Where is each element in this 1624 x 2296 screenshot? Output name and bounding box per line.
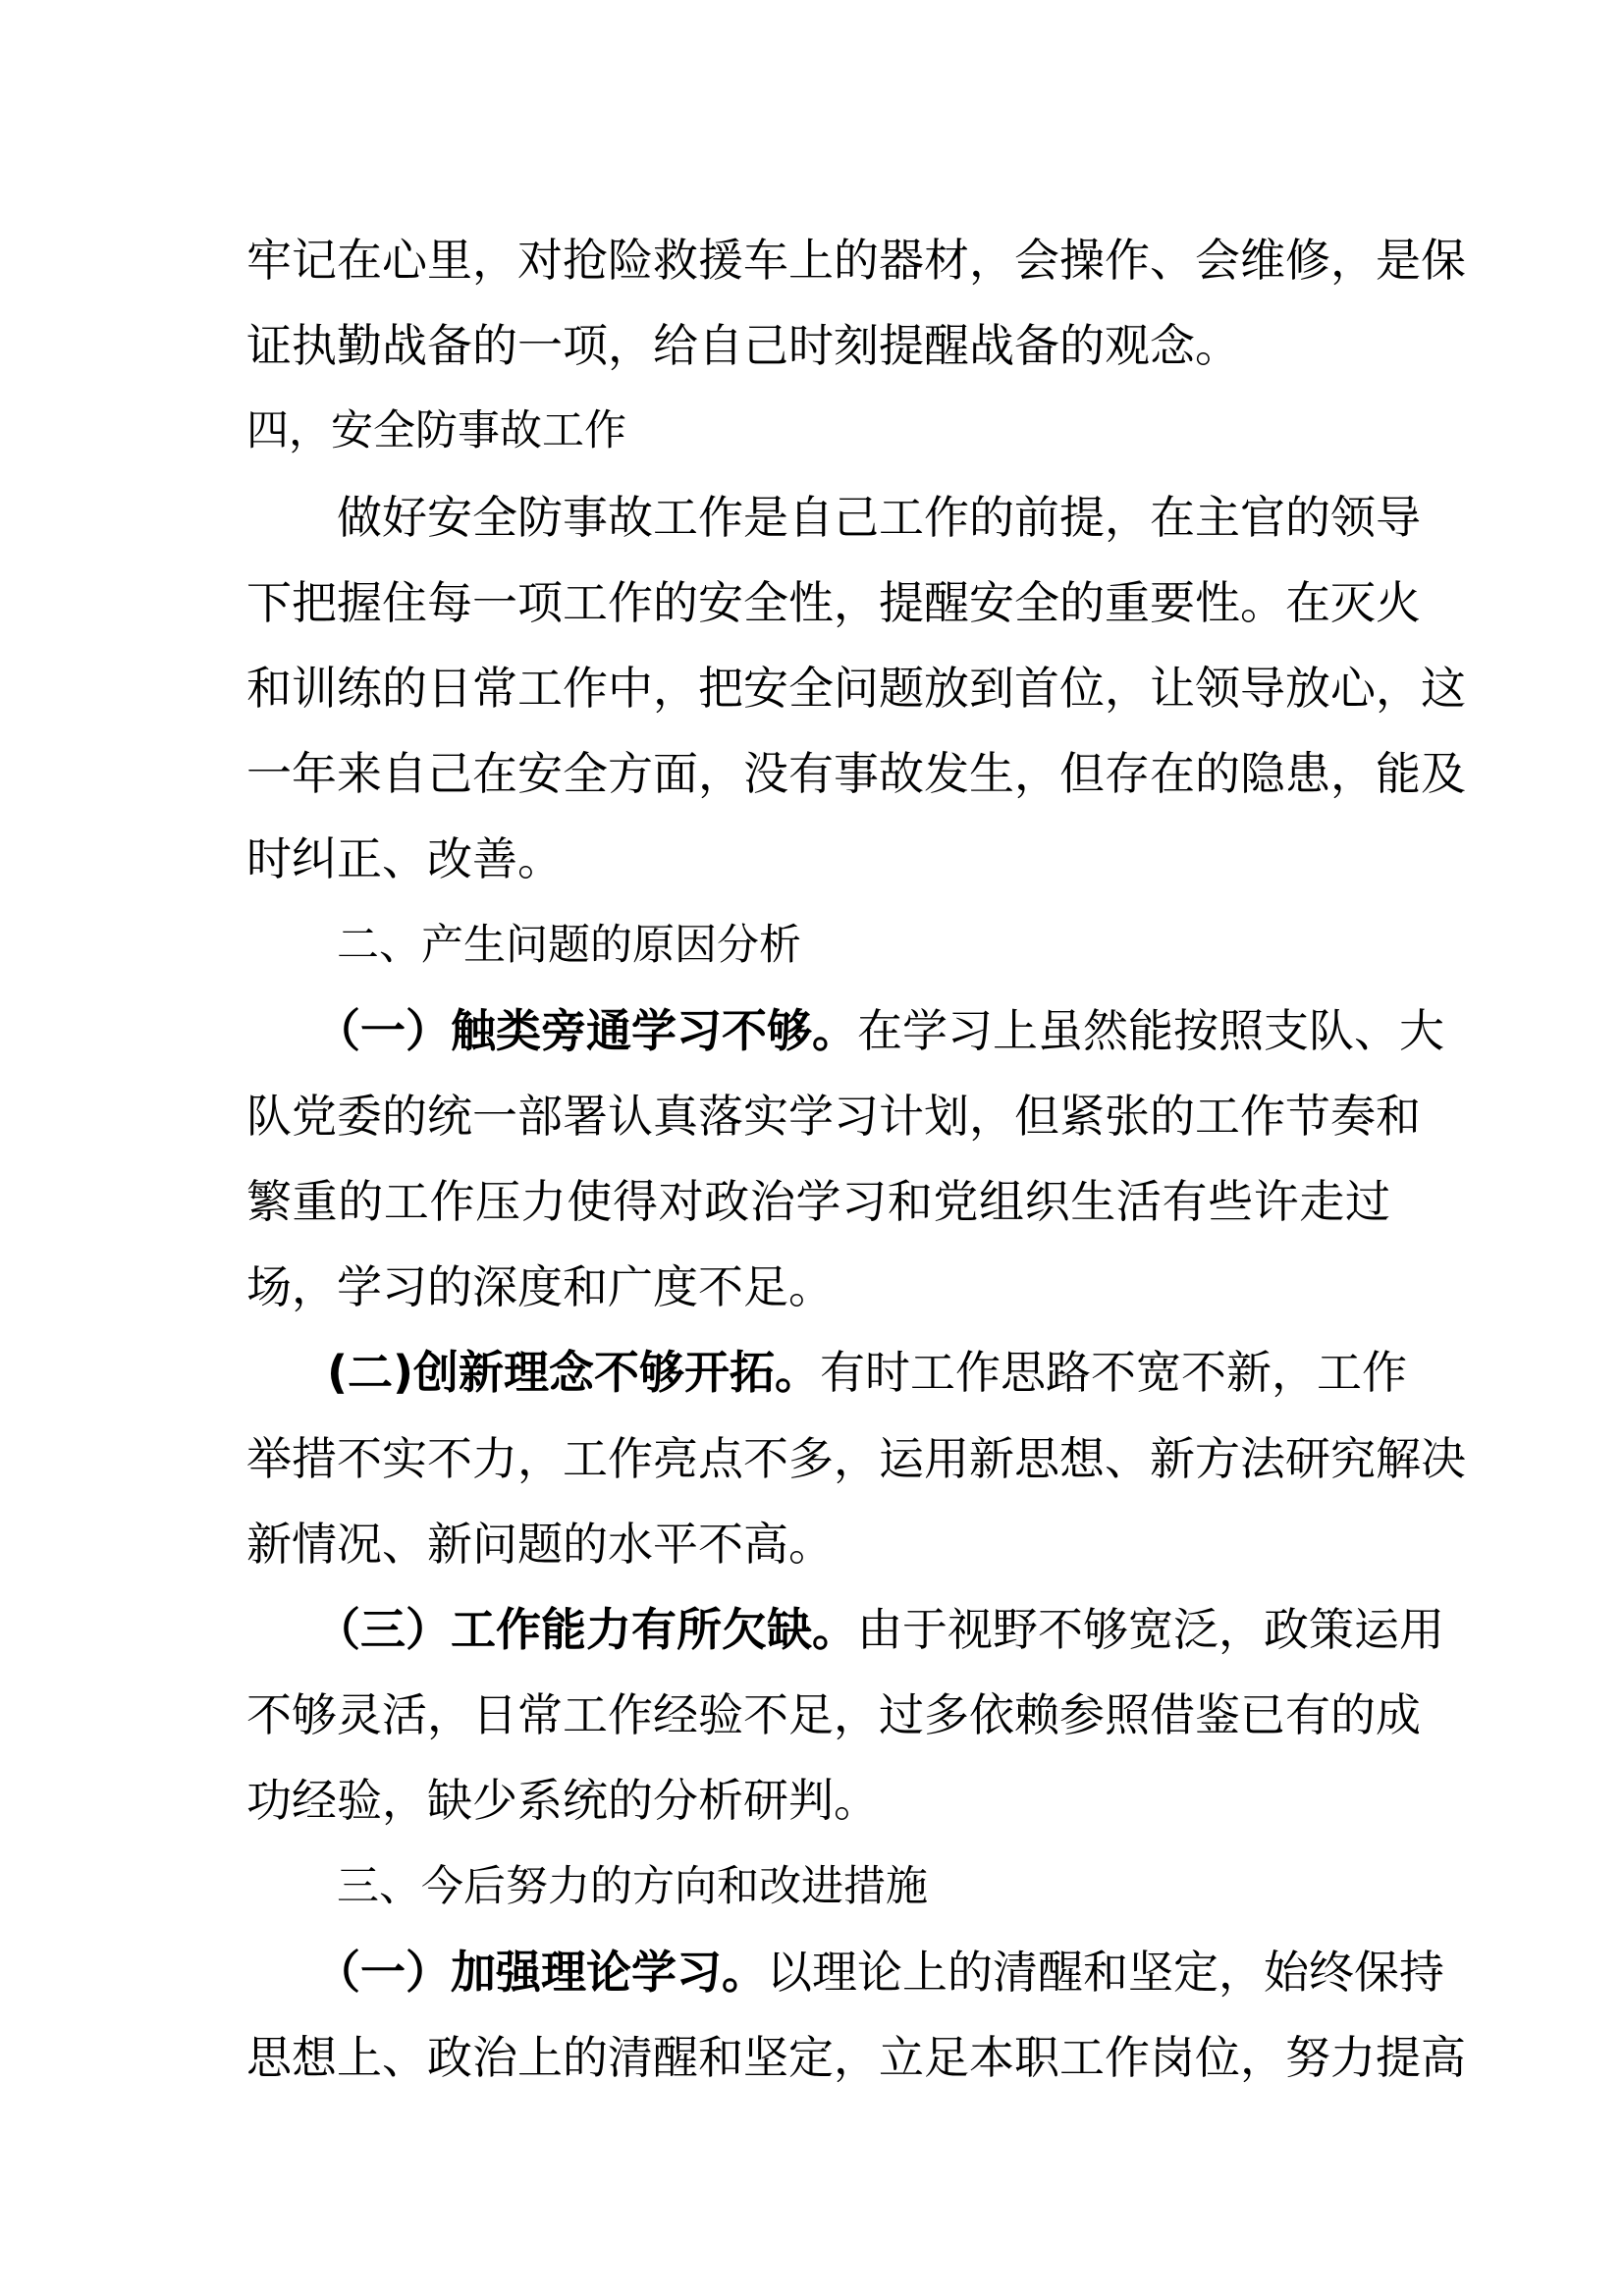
paragraph-line — [246, 646, 1466, 731]
line-text: 和训练的日常工作中，把安全问题放到首位，让领导放心，这 — [246, 661, 1466, 715]
line-text: 由于视野不够宽泛，政策运用 — [857, 1603, 1444, 1656]
line-text: 有时工作思路不宽不新，工作 — [820, 1346, 1408, 1400]
document-body — [246, 218, 1466, 2101]
line-text: 证执勤战备的一项，给自己时刻提醒战备的观念。 — [246, 319, 1240, 373]
line-text: 队党委的统一部署认真落实学习计划，但紧张的工作节奏和 — [246, 1089, 1421, 1143]
paragraph-line — [246, 561, 1421, 646]
paragraph-line — [246, 817, 1390, 902]
paragraph-line — [246, 1758, 1390, 1843]
paragraph-line — [246, 1330, 1408, 1415]
line-text: 在学习上虽然能按照支队、大 — [857, 1003, 1444, 1057]
paragraph-line — [246, 475, 1421, 561]
paragraph-line — [246, 731, 1466, 817]
paragraph-line — [246, 1416, 1466, 1502]
section-heading — [246, 903, 1390, 988]
paragraph-line — [246, 1587, 1444, 1673]
line-text: 场，学习的深度和广度不足。 — [246, 1260, 834, 1314]
paragraph-line — [246, 1245, 1390, 1330]
line-text: 下把握住每一项工作的安全性，提醒安全的重要性。在灭火 — [246, 575, 1421, 629]
section-heading — [246, 1844, 1390, 1930]
line-text: 功经验，缺少系统的分析研判。 — [246, 1774, 879, 1828]
section-heading — [246, 389, 1390, 474]
subheading-bold: （一）加强理论学习。 — [315, 1945, 767, 1999]
subheading-bold: （一）触类旁通学习不够。 — [315, 1003, 857, 1057]
paragraph-line — [246, 1930, 1444, 2015]
paragraph-line — [246, 1673, 1421, 1758]
paragraph-line — [246, 2015, 1466, 2101]
line-text: 举措不实不力，工作亮点不多，运用新思想、新方法研究解决 — [246, 1431, 1466, 1485]
subheading-bold: （三）工作能力有所欠缺。 — [315, 1603, 857, 1656]
heading-text: 二、产生问题的原因分析 — [337, 920, 801, 970]
line-text: 繁重的工作压力使得对政治学习和党组织生活有些许走过 — [246, 1175, 1390, 1229]
line-text: 以理论上的清醒和坚定，始终保持 — [767, 1945, 1444, 1999]
line-text: 思想上、政治上的清醒和坚定，立足本职工作岗位，努力提高 — [246, 2030, 1466, 2084]
line-text: 做好安全防事故工作是自己工作的前提，在主官的领导 — [337, 490, 1421, 544]
line-text: 时纠正、改善。 — [246, 832, 563, 886]
paragraph-line — [246, 1074, 1421, 1159]
heading-text: 三、今后努力的方向和改进措施 — [337, 1861, 928, 1911]
line-text: 一年来自己在安全方面，没有事故发生，但存在的隐患，能及 — [246, 747, 1466, 801]
paragraph-line — [246, 988, 1444, 1074]
heading-text: 四，安全防事故工作 — [246, 406, 626, 456]
paragraph-line — [246, 1502, 1390, 1587]
line-text: 不够灵活，日常工作经验不足，过多依赖参照借鉴已有的成 — [246, 1688, 1421, 1742]
paragraph-line — [246, 303, 1390, 389]
subheading-bold: (二)创新理念不够开拓。 — [327, 1346, 821, 1400]
paragraph-line — [246, 218, 1466, 303]
line-text: 新情况、新问题的水平不高。 — [246, 1517, 834, 1571]
paragraph-line — [246, 1159, 1390, 1245]
line-text: 牢记在心里，对抢险救援车上的器材，会操作、会维修，是保 — [246, 234, 1466, 287]
